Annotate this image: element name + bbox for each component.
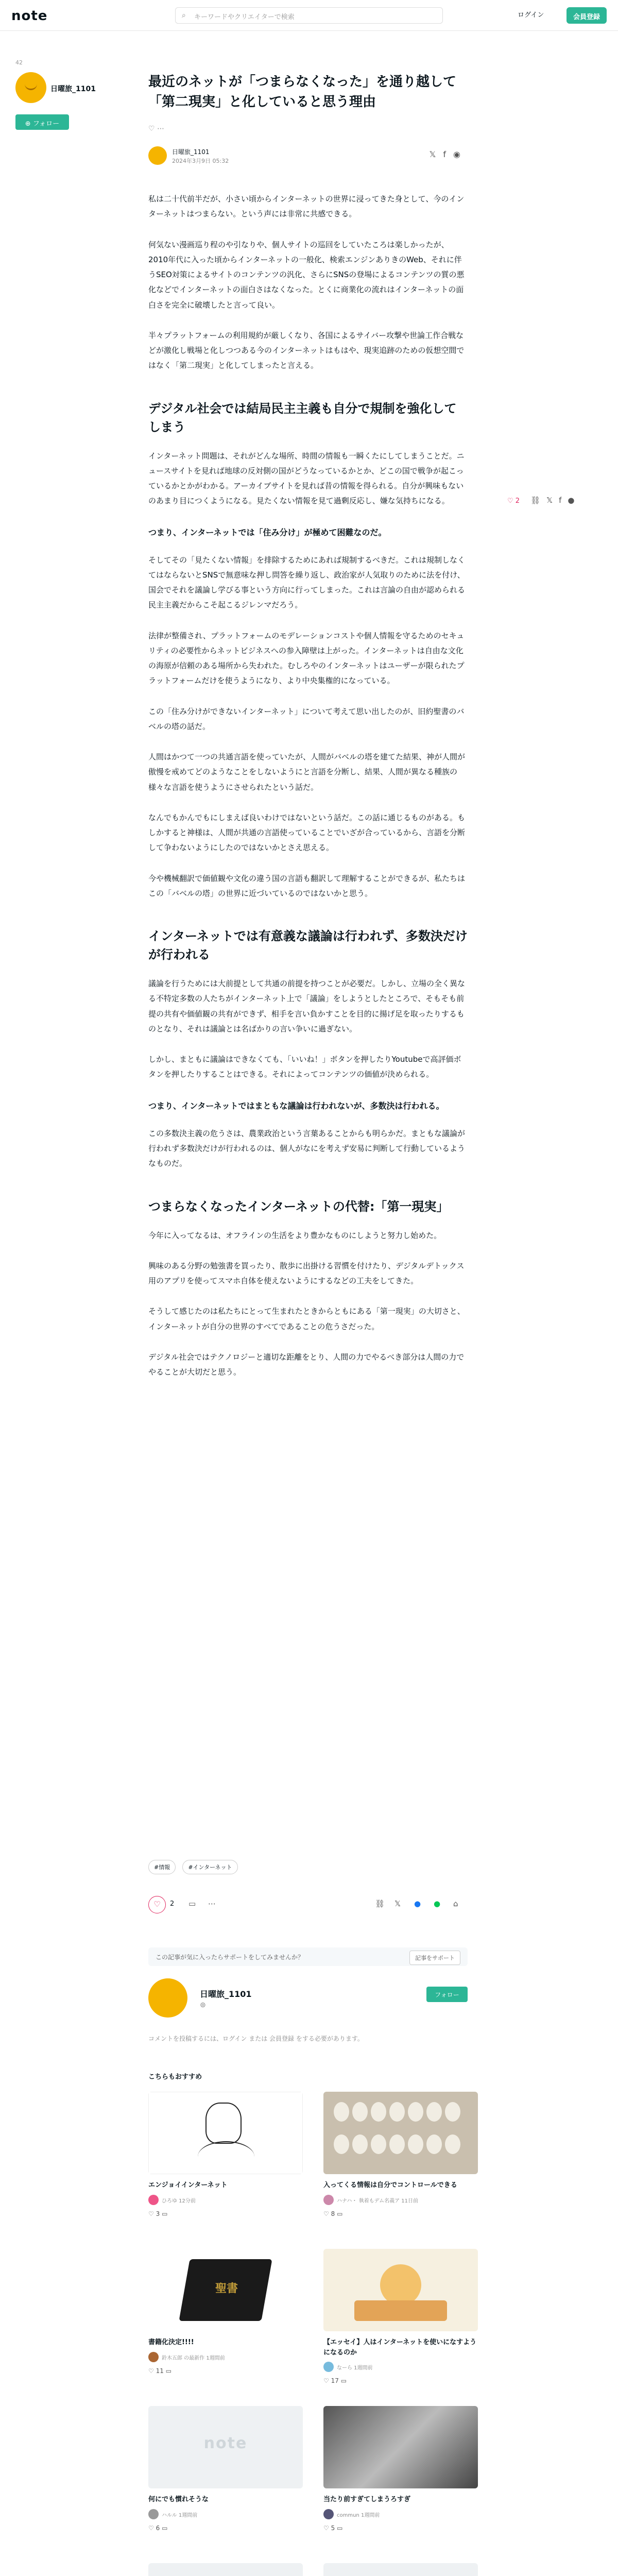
card-author-avatar [148, 2509, 159, 2519]
line-icon[interactable]: ● [434, 1899, 441, 1908]
paragraph: 議論を行うためには大前提として共通の前提を持つことが必要だ。しかし、立場の全く異なる不特定多数の人たちがインターネット上で「議論」をしようとしたところで、そもそも前提の共有や価値観の共有ができず、相手を言い負かすことを目的に揚げ足を取ったりするものとなり、それは議論とは名ばかりの言い争いに過ぎない。 [148, 979, 466, 1033]
paragraph: そうして感じたのは私たちにとって生まれたときからともにある「第一現実」の大切さと、インターネットが自分の世界のすべてであることの危うさだった。 [148, 1307, 465, 1331]
article-actions [148, 1896, 468, 1917]
x-icon[interactable]: 𝕏 [394, 1899, 401, 1908]
site-header [0, 0, 618, 31]
intro-paragraph: 何気ない漫画巡り程のや引なりや、個人サイトの巡回をしていたころは楽しかったが、2010年代に入った頃からインターネットの一般化、検索エンジンありきのWeb、それに伴うSEO対策によるサイトのコンテンツの汎化、さらにSNSの登場によるコンテンツの質の悪化などでインターネットの面白さはなくなった。とくに商業化の流れはインターネットの面白さを完全に破壊したと言って良い。 [148, 240, 465, 310]
card-author-avatar [323, 2195, 334, 2205]
card-author-name: ハナハ・ 執着もデム名義ア 11日前 [337, 2198, 418, 2204]
paragraph: この多数決主義の危うさは、農業政治という言葉あることからも明らかだ。まともな議論が行われず多数決だけが行われるのは、個人がなにを考えず安易に判断して行動しているようなものだ。 [148, 1128, 466, 1168]
tag[interactable]: #インターネット [182, 1860, 237, 1874]
card-author-avatar [148, 2352, 159, 2362]
comment-icon[interactable]: ▭ [188, 1899, 196, 1908]
link-icon[interactable]: ⛓ [375, 1899, 385, 1908]
x-icon[interactable]: 𝕏 [429, 149, 443, 159]
card-author[interactable] [148, 2195, 303, 2205]
facebook-icon[interactable]: f [559, 496, 568, 505]
more-icon[interactable]: ⋯ [208, 1899, 216, 1908]
recommend-heading: こちらもおすすめ [148, 2073, 202, 2081]
facebook-icon[interactable]: ● [414, 1899, 421, 1908]
x-icon[interactable]: 𝕏 [546, 496, 559, 505]
recommend-card[interactable] [323, 2406, 478, 2532]
card-thumbnail[interactable]: note [148, 2406, 303, 2488]
card-like-count: 6 [156, 2524, 160, 2532]
search-placeholder: キーワードやクリエイターで検索 [194, 13, 295, 21]
like-count[interactable]: 2 [170, 1900, 175, 1908]
paragraph: 今や機械翻訳で価値観や文化の違う国の言語も翻訳して理解することができるが、私たちはこの「バベルの塔」の世界に近づいているのではないかと思う。 [148, 873, 466, 898]
card-author-name: ハルル 1週間前 [162, 2512, 198, 2518]
line-icon[interactable]: ◉ [453, 149, 468, 159]
heart-icon[interactable]: ♡ [148, 2524, 154, 2532]
card-stats [323, 2377, 478, 2384]
comment-login-note: コメントを投稿するには、ログイン または 会員登録 をする必要があります。 [148, 2035, 364, 2042]
paragraph: デジタル社会ではテクノロジーと適切な距離をとり、人間の力でやるべき部分は人間の力でやることが大切だと思う。 [148, 1352, 465, 1377]
support-button[interactable]: 記事をサポート [409, 1951, 460, 1965]
recommend-card[interactable] [323, 2249, 478, 2384]
tag[interactable]: #情報 [148, 1860, 176, 1874]
card-stats [148, 2524, 303, 2532]
author-avatar[interactable] [15, 72, 46, 103]
card-like-count: 3 [156, 2210, 160, 2217]
recommend-card[interactable] [148, 2563, 303, 2576]
author-row [148, 145, 468, 166]
card-stats [148, 2210, 303, 2217]
search-input[interactable] [175, 7, 443, 24]
menu-icon[interactable]: ⋯ [157, 125, 165, 133]
article-title: 最近のネットが「つまらなくなった」を通り越して「第二現実」と化していると思う理由 [148, 74, 457, 110]
card-author[interactable] [148, 2509, 303, 2519]
card-author-avatar [323, 2362, 334, 2372]
author-name[interactable]: 日曜旅_1101 [172, 148, 210, 156]
card-thumbnail[interactable]: 聖書 [148, 2249, 303, 2331]
recommend-card[interactable] [323, 2092, 478, 2217]
author-card-name[interactable]: 日曜旅_1101 [200, 1989, 252, 1999]
support-text: この記事が気に入ったらサポートをしてみませんか？ [156, 1954, 304, 1961]
rss-icon[interactable]: ⊚ [200, 2001, 206, 2009]
card-thumbnail[interactable] [323, 2092, 478, 2174]
paragraph: しかし、まともに議論はできなくても、「いいね！」ボタンを押したりYoutubeで高評価ボタンを押したりすることはできる。それによってコンテンツの価値が決められる。 [148, 1055, 461, 1079]
follow-label: フォロー [32, 120, 60, 128]
section-heading: つまらなくなったインターネットの代替:「第一現実」 [148, 1199, 449, 1214]
bookmark-icon[interactable]: ⌂ [453, 1899, 458, 1908]
search-icon: ⌕ [182, 11, 186, 20]
card-author-name: なーら 1週間前 [337, 2365, 373, 2371]
author-card-avatar[interactable] [148, 1978, 187, 2018]
sub-heading: つまり、インターネットではまともな議論は行われないが、多数決は行われる。 [148, 1100, 444, 1111]
heart-icon[interactable]: ♡ [323, 2377, 329, 2384]
card-like-count: 5 [331, 2524, 335, 2532]
sidebar-author-name[interactable]: 日曜旅_1101 [50, 85, 96, 93]
signup-button[interactable]: 会員登録 [566, 7, 607, 24]
card-title[interactable]: 書籍化決定!!!! [148, 2338, 194, 2346]
card-author[interactable] [323, 2509, 478, 2519]
card-thumbnail[interactable] [323, 2406, 478, 2488]
card-author-name: ひろゆ 12分前 [162, 2198, 196, 2204]
support-box [148, 1947, 468, 1966]
card-thumbnail[interactable] [323, 2563, 478, 2576]
sidebar-follow-button[interactable] [15, 114, 69, 130]
title-actions [148, 125, 164, 133]
heart-icon[interactable]: ♡ [148, 2367, 154, 2375]
comment-icon[interactable]: ▭ [337, 2524, 343, 2532]
card-title[interactable]: エンジョイインターネット [148, 2181, 228, 2189]
line-icon[interactable]: ● [568, 496, 581, 505]
recommend-card[interactable] [323, 2563, 478, 2576]
facebook-icon[interactable]: f [443, 149, 454, 159]
like-outline-icon[interactable]: ♡ [148, 125, 155, 133]
paragraph: なんでもかんでもにしまえば良いわけではないという話だ。この話に通じるものがある。もしかすると神様は、人間が共通の言語使っていることでいざが合っているから、言語を分断して争わないようにしたのではないかとさえ思える。 [148, 812, 466, 853]
comment-icon[interactable]: ▭ [165, 2367, 172, 2375]
card-title[interactable]: 入ってくる情報は自分でコントロールできる [323, 2181, 457, 2189]
share-icons [430, 149, 468, 159]
author-card [148, 1978, 468, 2025]
card-stats [323, 2524, 478, 2532]
card-author-avatar [148, 2195, 159, 2205]
comment-icon[interactable]: ▭ [162, 2524, 168, 2532]
author-avatar-small[interactable] [148, 146, 167, 165]
plus-person-icon: ⊕ [25, 120, 33, 128]
heart-icon[interactable]: ♡ [323, 2210, 329, 2217]
comment-icon[interactable]: ▭ [162, 2210, 168, 2217]
card-like-count: 11 [156, 2367, 164, 2375]
floating-like[interactable]: ♡ 2 [507, 497, 520, 505]
card-title[interactable]: 【エッセイ】人はインターネットを使いになすようになるのか [323, 2338, 477, 2357]
card-thumbnail[interactable] [323, 2249, 478, 2331]
sub-heading: つまり、インターネットでは「住み分け」が極めて困難なのだ。 [148, 527, 387, 537]
card-title[interactable]: 何にでも慣れそうな [148, 2496, 209, 2503]
paragraph: 今年に入ってなるは、オフラインの生活をより豊かなものにしようと努力し始めた。 [148, 1230, 442, 1240]
card-title[interactable]: 当たり前すぎてしまうろすぎ [323, 2496, 411, 2503]
card-author-avatar [323, 2509, 334, 2519]
floating-share-icons [530, 496, 581, 505]
author-card-follow-button[interactable]: フォロー [426, 1987, 468, 2002]
card-like-count: 8 [331, 2210, 335, 2217]
card-author-name: 鈴木五郎 の最新作 1週間前 [162, 2355, 225, 2361]
login-link[interactable]: ログイン [518, 11, 544, 19]
card-stats [323, 2210, 478, 2217]
card-thumbnail[interactable] [148, 2563, 303, 2576]
recommend-card[interactable] [148, 2249, 303, 2375]
paragraph: 人間はかつて一つの共通言語を使っていたが、人間がバベルの塔を建てた結果、神が人間が傲慢を戒めてどのようなことをしないようにと言語を分断し、結果、人間が異なる種族の様々な言語を使うようにさせられたという話だ。 [148, 752, 466, 792]
paragraph: インターネット問題は、それがどんな場所、時間の情報も一瞬くたにしてしまうことだ。ニュースサイトを見れば地球の反対側の国がどうなっているかとか、どこの国で戦争が起こっているかとかがわかる。アーカイブサイトを見れば昔の情報を得られる。自分が興味もないのあまり目につくようになる。見たくない情報を見て過剰反応し、嫌な気持ちになる。 [148, 451, 465, 506]
card-author[interactable] [323, 2195, 478, 2205]
card-author-name: commun 1週間前 [337, 2512, 380, 2518]
like-button[interactable]: ♡ [148, 1896, 166, 1913]
recommend-card[interactable] [148, 2092, 303, 2217]
paragraph: 興味のある分野の勉強書を買ったり、散歩に出掛ける習慣を付けたり、デジタルデトックス用のアプリを使ってスマホ自体を使えないようにするなどの工夫をしてきた。 [148, 1261, 465, 1286]
floating-like-count: 2 [515, 497, 520, 505]
paragraph: この「住み分けができないインターネット」について考えて思い出したのが、旧約聖書のバベルの塔の話だ。 [148, 706, 465, 731]
card-like-count: 17 [331, 2377, 339, 2384]
publish-date: 2024年3月9日 05:32 [172, 158, 229, 164]
paragraph: そしてその「見たくない情報」を排除するためにあれば規制するべきだ。これは規制しなくてはならないとSNSで無意味な押し問答を繰り返し、政治家が人気取りのために法を付け、国会でそれを議論し学びる事という方向に行ってしまった。これは言論の自由が認められる民主主義だからこそ起こるジレンマだろう。 [148, 555, 466, 610]
card-thumbnail[interactable] [148, 2092, 303, 2174]
card-stats [148, 2367, 303, 2375]
magazine-count: 42 [15, 59, 23, 66]
heart-icon[interactable]: ♡ [148, 2210, 154, 2217]
article-body [148, 192, 468, 1395]
comment-icon[interactable]: ▭ [340, 2377, 347, 2384]
intro-paragraph: 半々プラットフォームの利用規約が厳しくなり、各国によるサイバー攻撃や世論工作合戦などが激化し戦場と化しつつある今のインターネットはもはや、現実追跡のための仮想空間ではなく「第二現実」と化してしまったと言える。 [148, 330, 465, 370]
heart-icon[interactable]: ♡ [323, 2524, 329, 2532]
card-author[interactable] [323, 2362, 478, 2372]
section-heading: デジタル社会では結局民主主義も自分で規制を強化してしまう [148, 401, 457, 434]
card-author[interactable] [148, 2352, 303, 2362]
tag-list [148, 1860, 242, 1875]
paragraph: 法律が整備され、プラットフォームのモデレーションコストや個人情報を守るためのセキュリティの必要性からネットビジネスへの参入障壁は上がった。インターネットは自由な文化の海原が信頼のある場所から失われた。むしろやのインターネットはユーザーが限られたプラットフォームだけを使うようになり、より中央集権的になっている。 [148, 631, 465, 686]
comment-icon[interactable]: ▭ [337, 2210, 343, 2217]
intro-paragraph: 私は二十代前半だが、小さい頃からインターネットの世界に浸ってきた身として、今のインターネットはつまらない。という声には非常に共感できる。 [148, 194, 465, 219]
recommend-card[interactable] [148, 2406, 303, 2532]
link-icon[interactable]: ⛓ [530, 496, 547, 505]
note-logo[interactable]: note [11, 8, 48, 24]
section-heading: インターネットでは有意義な議論は行われず、多数決だけが行われる [148, 929, 468, 962]
